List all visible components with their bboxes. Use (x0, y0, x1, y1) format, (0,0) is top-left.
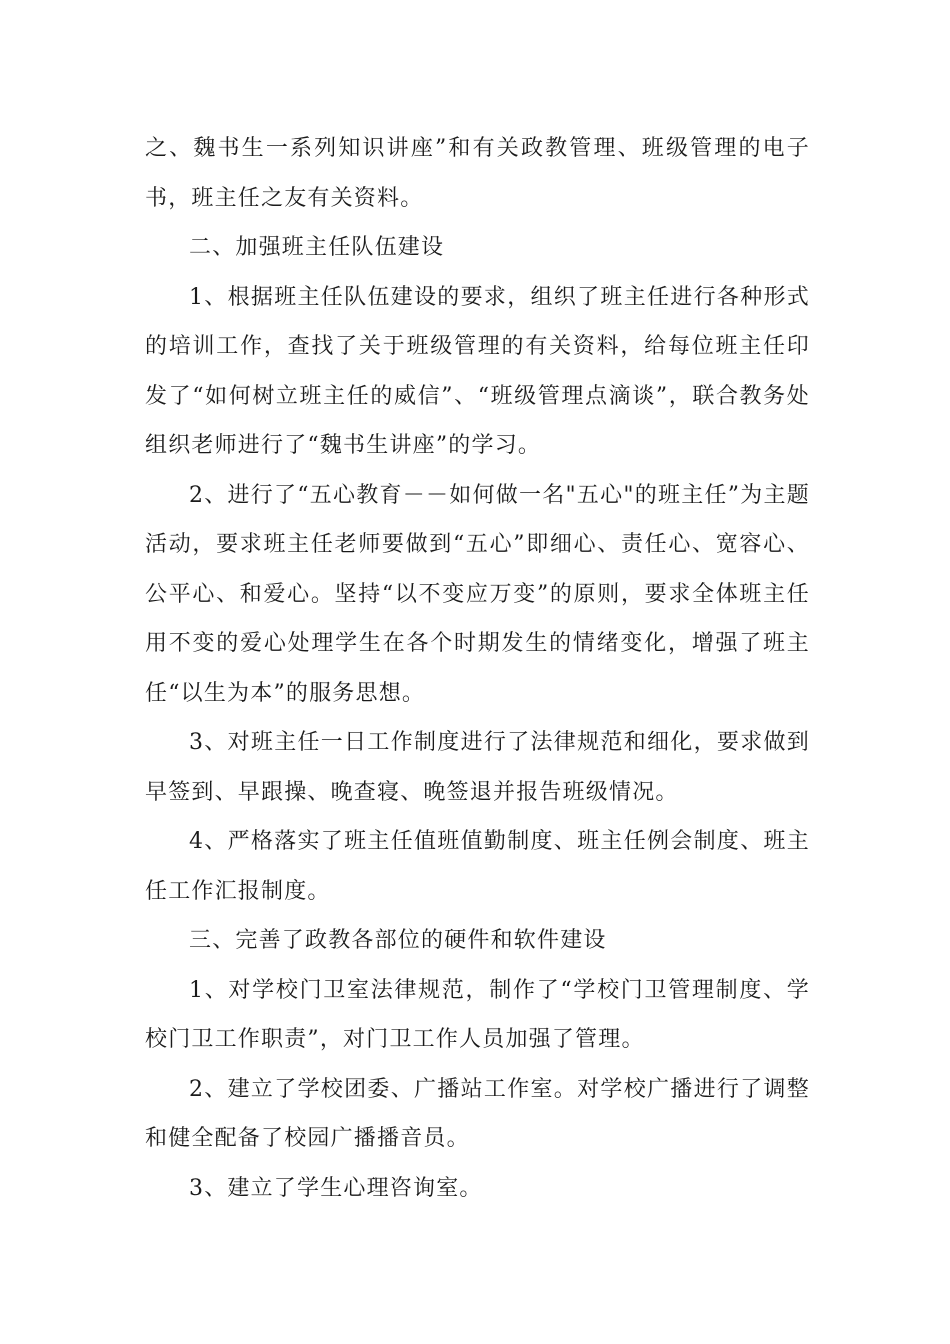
paragraph-10: 3、建立了学生心理咨询室。 (189, 1175, 483, 1201)
section-heading-2: 二、加强班主任队伍建设 (189, 235, 445, 260)
paragraph-9: 2、建立了学校团委、广播站工作室。对学校广播进行了调整和健全配备了校园广播播音员。 (145, 1076, 810, 1151)
paragraph-6: 4、严格落实了班主任值班值勤制度、班主任例会制度、班主任工作汇报制度。 (145, 829, 810, 904)
document-body (145, 124, 810, 1213)
paragraph-4: 2、进行了“五心教育－－如何做一名"五心"的班主任”为主题活动，要求班主任老师要做到“五心”即细心、责任心、宽容心、公平心、和爱心。坚持“以不变应万变”的原则，要求全体班主任用不变的爱心处理学生在各个时期发生的情绪变化，增强了班主任“以生为本”的服务思想。 (145, 482, 810, 706)
paragraph-3: 1、根据班主任队伍建设的要求，组织了班主任进行各种形式的培训工作，查找了关于班级管理的有关资料，给每位班主任印发了“如何树立班主任的威信”、“班级管理点滴谈”，联合教务处组织老师进行了“魏书生讲座”的学习。 (145, 284, 810, 458)
paragraph-5: 3、对班主任一日工作制度进行了法律规范和细化，要求做到早签到、早跟操、晚查寝、晚签退并报告班级情况。 (145, 730, 810, 805)
paragraph-8: 1、对学校门卫室法律规范，制作了“学校门卫管理制度、学校门卫工作职责”，对门卫工作人员加强了管理。 (145, 977, 810, 1052)
section-heading-3: 三、完善了政教各部位的硬件和软件建设 (189, 928, 607, 953)
paragraph-1: 之、魏书生一系列知识讲座”和有关政教管理、班级管理的电子书，班主任之友有关资料。 (145, 136, 810, 211)
